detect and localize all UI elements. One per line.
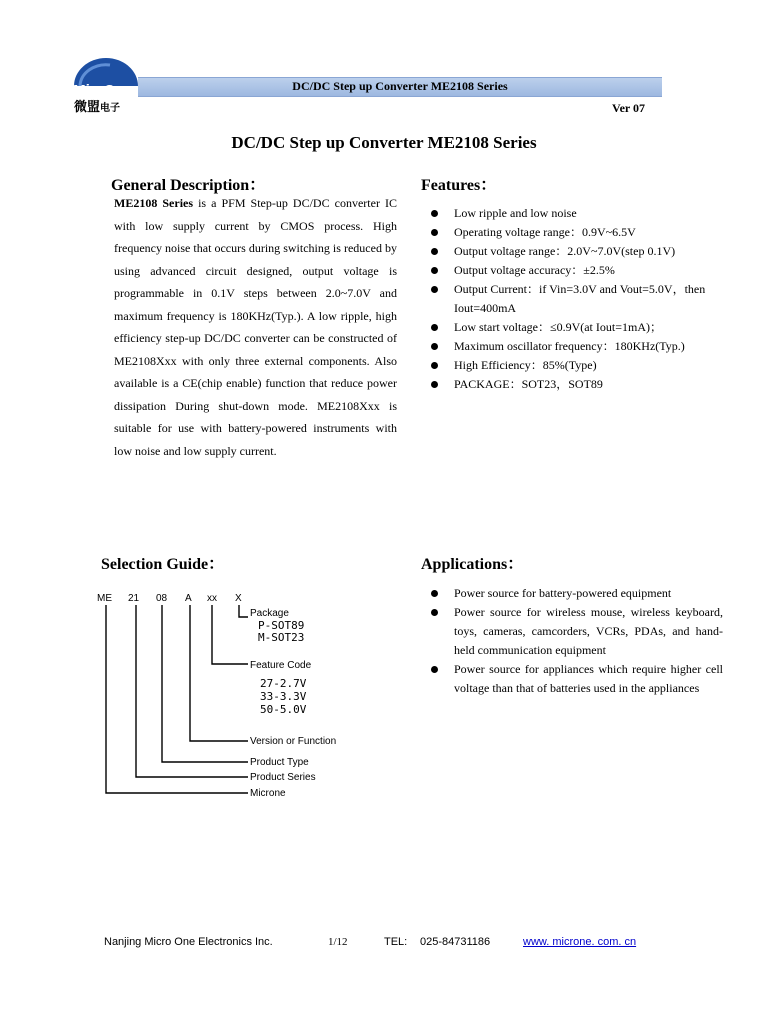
list-item: Maximum oscillator frequency：180KHz(Typ.) <box>428 337 728 356</box>
code-me: ME <box>97 593 112 604</box>
list-item: Power source for battery-powered equipment <box>428 584 723 603</box>
list-item: Output Current：if Vin=3.0V and Vout=5.0V，then Iout=400mA <box>428 280 728 318</box>
general-description-text: ME2108 Series is a PFM Step-up DC/DC converter IC with low supply current by CMOS process. High frequency noise that occurs during switching is reduced by using advanced circuit designed, output voltage is programmable in 0.1V steps between 2.0~7.0V and maximum frequency is 180KHz(Typ.). A low ripple, high efficiency step-up DC/DC converter can be constructed of ME2108Xxx with only three external components. Also available is a CE(chip enable) function that reduce power dissipation During shut-down mode. ME2108Xxx is suitable for use with battery-powered instruments with low noise and low supply current. <box>114 196 397 458</box>
footer-company: Nanjing Micro One Electronics Inc. <box>104 936 273 948</box>
applications-list <box>428 584 723 698</box>
applications-heading: Applications： <box>421 556 524 573</box>
code-series: 21 <box>128 593 140 604</box>
list-item: Power source for appliances which require higher cell voltage than that of batteries used in the appliances <box>428 660 723 698</box>
selection-guide-diagram <box>96 586 366 808</box>
label-product-type: Product Type <box>250 757 309 768</box>
list-item: High Efficiency：85%(Type) <box>428 356 728 375</box>
list-item: Operating voltage range：0.9V~6.5V <box>428 223 728 242</box>
general-description-heading: General Description： <box>111 177 266 194</box>
feature-option-50: 50-5.0V <box>260 703 307 716</box>
label-product-series: Product Series <box>250 772 316 783</box>
features-list <box>428 204 728 394</box>
feature-option-27: 27-2.7V <box>260 677 307 690</box>
code-package: X <box>235 593 242 604</box>
package-option-sot23: M-SOT23 <box>258 631 305 644</box>
code-version: A <box>185 593 192 604</box>
code-feature: xx <box>207 593 217 604</box>
code-type: 08 <box>156 593 168 604</box>
label-version: Version or Function <box>250 736 337 747</box>
label-package: Package <box>250 608 289 619</box>
package-option-sot89: P-SOT89 <box>258 619 305 632</box>
version-label: Ver 07 <box>612 101 645 115</box>
footer-tel: 025-84731186 <box>420 936 491 948</box>
footer-website-link[interactable]: www. microne. com. cn <box>523 936 637 948</box>
list-item: Low start voltage：≤0.9V(at Iout=1mA)； <box>428 318 728 337</box>
selection-guide-heading: Selection Guide： <box>101 556 225 573</box>
features-heading: Features： <box>421 177 497 194</box>
label-feature-code: Feature Code <box>250 660 312 671</box>
footer-tel-label: TEL: <box>384 936 408 948</box>
list-item: Output voltage range：2.0V~7.0V(step 0.1V) <box>428 242 728 261</box>
label-microne: Microne <box>250 788 286 799</box>
list-item: Power source for wireless mouse, wireless keyboard, toys, cameras, camcorders, VCRs, PDAs, and hand-held communication equipment <box>428 603 723 660</box>
page-title: DC/DC Step up Converter ME2108 Series <box>231 133 537 152</box>
logo-chinese: 微盟电子 <box>74 100 121 115</box>
list-item: Low ripple and low noise <box>428 204 728 223</box>
feature-option-33: 33-3.3V <box>260 690 307 703</box>
list-item: Output voltage accuracy：±2.5% <box>428 261 728 280</box>
logo-text: MicrOne <box>72 82 133 99</box>
footer-page-number: 1/12 <box>328 936 348 948</box>
list-item: PACKAGE：SOT23，SOT89 <box>428 375 728 394</box>
header-title: DC/DC Step up Converter ME2108 Series <box>292 79 508 93</box>
